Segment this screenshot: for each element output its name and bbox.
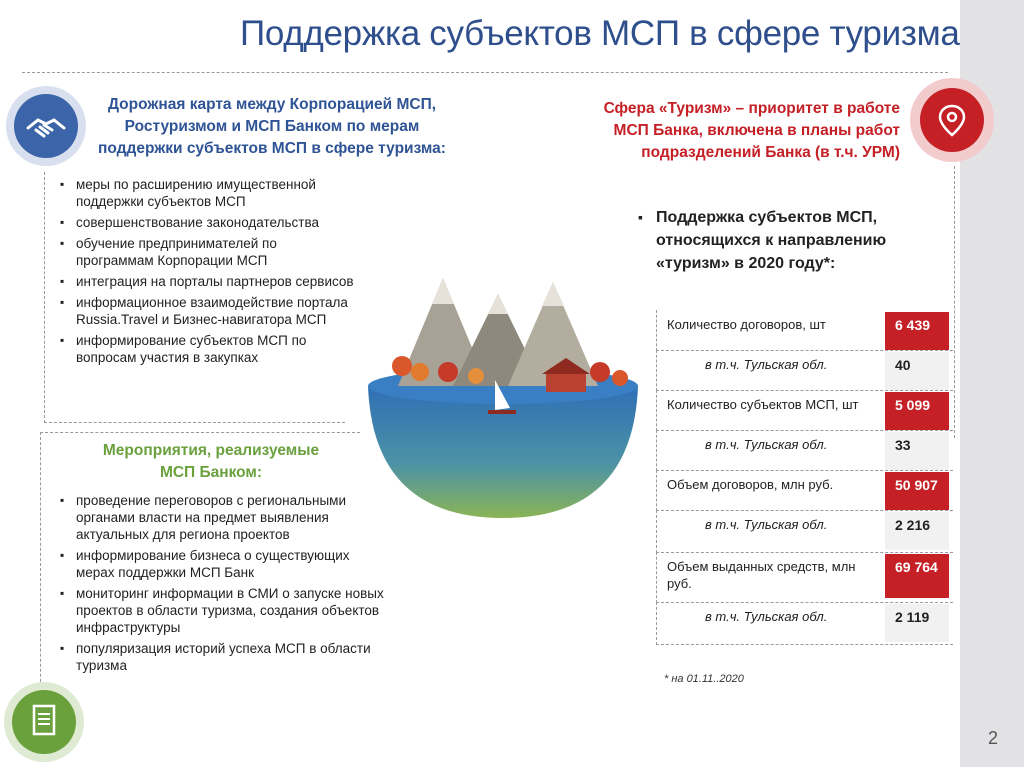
- list-item: ▪ меры по расширению имущественной поддержки субъектов МСП: [56, 176, 356, 210]
- list-item: ▪ совершенствование законодательства: [56, 214, 356, 231]
- row-value: 50 907: [885, 472, 949, 510]
- handshake-icon-badge: [6, 86, 86, 166]
- row-label: Объем выданных средств, млн руб.: [667, 559, 856, 591]
- table-row: [656, 510, 953, 553]
- row-value: 2 216: [885, 512, 949, 550]
- document-icon-badge: [4, 682, 84, 762]
- list-item: ▪ популяризация историй успеха МСП в области туризма: [56, 640, 386, 674]
- row-label: в т.ч. Тульская обл.: [705, 517, 828, 532]
- table-row: [656, 310, 953, 351]
- events-list: [56, 492, 386, 678]
- row-value: 40: [885, 352, 949, 390]
- table-row: [656, 552, 953, 603]
- tourism-globe-illustration: [358, 268, 648, 520]
- row-label: в т.ч. Тульская обл.: [705, 437, 828, 452]
- table-row: [656, 430, 953, 471]
- list-item: ▪ мониторинг информации в СМИ о запуске новых проектов в области туризма, создания объектов инфраструктуры: [56, 585, 386, 636]
- table-row: [656, 602, 953, 645]
- list-item: ▪ информационное взаимодействие портала Russia.Travel и Бизнес-навигатора МСП: [56, 294, 356, 328]
- location-pin-icon-badge: [910, 78, 994, 162]
- priority-box: [954, 166, 955, 438]
- support-heading: ▪ Поддержка субъектов МСП, относящихся к направлению «туризм» в 2020 году*:: [656, 206, 936, 275]
- page-number: 2: [988, 728, 999, 748]
- priority-heading: Сфера «Туризм» – приоритет в работе МСП Банка, включена в планы работ подразделений Банка (в т.ч. УРМ): [603, 100, 900, 161]
- list-item: ▪ обучение предпринимателей по программам Корпорации МСП: [56, 235, 356, 269]
- title-divider: [22, 72, 948, 73]
- list-item: ▪ информирование бизнеса о существующих мерах поддержки МСП Банк: [56, 547, 386, 581]
- footnote: * на 01.11..2020: [664, 673, 744, 685]
- row-value: 69 764: [885, 554, 949, 598]
- events-heading: Мероприятия, реализуемые МСП Банком:: [102, 442, 320, 481]
- row-value: 6 439: [885, 312, 949, 350]
- handshake-icon: [14, 94, 78, 158]
- document-icon: [12, 690, 76, 754]
- location-pin-icon: [920, 88, 984, 152]
- table-row: [656, 390, 953, 431]
- page-title: Поддержка субъектов МСП в сфере туризма: [240, 14, 960, 53]
- events-box: [40, 432, 41, 702]
- table-row: [656, 350, 953, 391]
- row-label: Количество договоров, шт: [667, 317, 826, 332]
- roadmap-list: [56, 176, 356, 370]
- list-item: ▪ интеграция на порталы партнеров сервисов: [56, 273, 356, 290]
- row-label: в т.ч. Тульская обл.: [705, 357, 828, 372]
- row-label: в т.ч. Тульская обл.: [705, 609, 828, 624]
- list-item: ▪ проведение переговоров с региональными органами власти на предмет выявления актуальных для региона проектов: [56, 492, 386, 543]
- list-item: ▪ информирование субъектов МСП по вопросам участия в закупках: [56, 332, 356, 366]
- table-row: [656, 470, 953, 511]
- row-label: Количество субъектов МСП, шт: [667, 397, 859, 412]
- row-value: 33: [885, 432, 949, 470]
- row-value: 5 099: [885, 392, 949, 430]
- roadmap-heading: Дорожная карта между Корпорацией МСП, Ростуризмом и МСП Банком по мерам поддержки субъектов МСП в сфере туризма:: [98, 96, 446, 157]
- events-divider: [40, 432, 360, 433]
- row-label: Объем договоров, млн руб.: [667, 477, 834, 492]
- row-value: 2 119: [885, 604, 949, 642]
